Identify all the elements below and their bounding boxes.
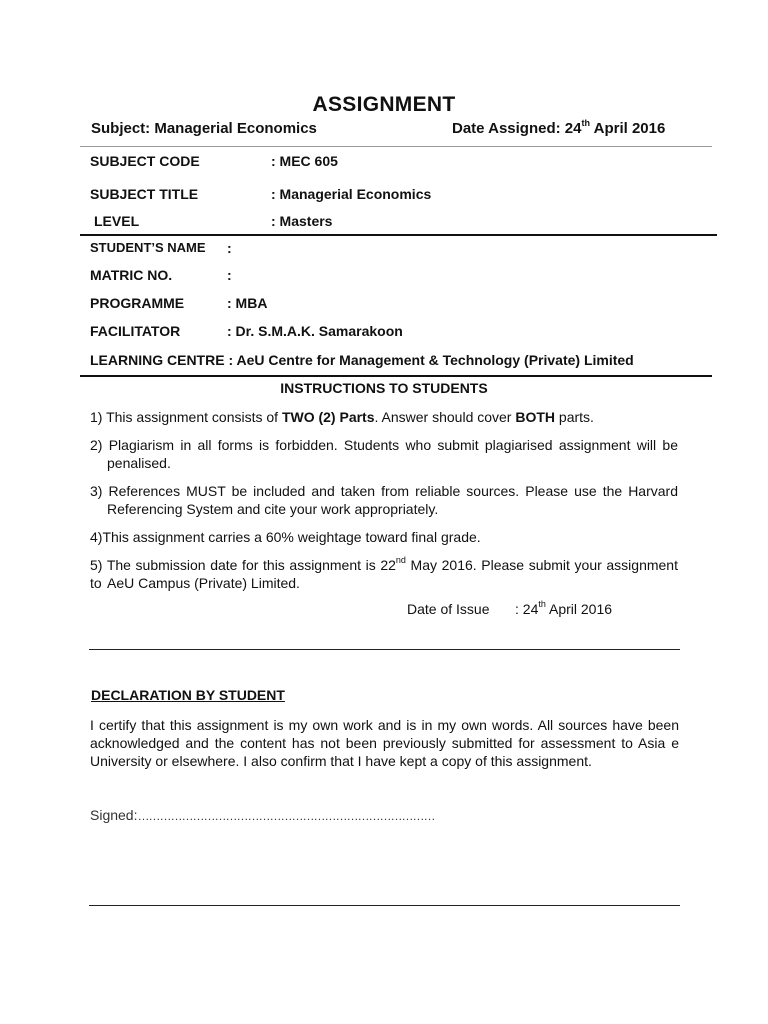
document-title: ASSIGNMENT (312, 93, 456, 116)
declaration-text: I certify that this assignment is my own work and is in my own words. All sources have been acknowledged and the content has not been previously submitted for assessment to Asia e University or elsewhere. I also confirm that I have kept a copy of this assignment. (90, 717, 679, 769)
date-assigned-prefix: Date Assigned: 24 (452, 120, 582, 137)
date-of-issue-prefix: : 24 (515, 601, 539, 617)
student-info-divider (80, 375, 712, 377)
signature-line (90, 807, 434, 823)
date-of-issue-value (515, 601, 612, 617)
learning-centre-line (90, 352, 634, 368)
instruction-4-text: This assignment carries a 60% weightage toward final grade. (102, 529, 481, 545)
instruction-5-text-c: . Please submit your assignment to (90, 557, 678, 591)
instruction-3-number: 3) (90, 483, 103, 499)
instruction-1-number: 1) (90, 409, 103, 425)
facilitator-value: : Dr. S.M.A.K. Samarakoon (227, 323, 403, 339)
instruction-5-number: 5) (90, 557, 103, 573)
instruction-1-text-b: TWO (2) Parts (281, 409, 375, 425)
instruction-3-text: References MUST be included and taken from reliable sources. Please use the Harvard (102, 483, 678, 499)
instruction-4-number: 4) (90, 529, 103, 545)
date-of-issue-sup: th (538, 599, 546, 610)
subject-title-value: : Managerial Economics (271, 186, 432, 202)
learning-centre-value: : AeU Centre for Management & Technology (Private) Limited (228, 352, 634, 368)
instruction-item-3-continued: Referencing System and cite your work appropriately. (107, 501, 439, 517)
instruction-1-text-d: BOTH (515, 409, 556, 425)
instruction-1-text-a: This assignment consists of (102, 409, 282, 425)
student-name-label: STUDENT’S NAME (90, 240, 206, 255)
subject-code-value: : MEC 605 (271, 153, 338, 169)
footer-divider (89, 905, 680, 906)
subject-title-label: SUBJECT TITLE (90, 186, 199, 202)
instruction-item-2-continued: penalised. (107, 455, 171, 471)
signed-dots: ……………………………………………………………………… (137, 809, 435, 823)
instruction-5-text-b: May 2016 (405, 557, 473, 573)
instruction-2-number: 2) (90, 437, 103, 453)
student-name-value: : (227, 240, 232, 256)
header-divider (80, 146, 712, 147)
subject-info-divider (80, 234, 717, 236)
level-value: : Masters (271, 213, 333, 229)
signed-label: Signed: (90, 807, 138, 823)
learning-centre-label: LEARNING CENTRE (90, 352, 225, 368)
date-assigned-suffix: April 2016 (590, 120, 666, 137)
instruction-5-sup: nd (395, 555, 406, 566)
instructions-divider (89, 649, 680, 650)
instruction-item-3 (90, 482, 678, 500)
instruction-item-2 (90, 436, 678, 454)
instruction-item-4 (90, 528, 680, 546)
date-assigned (452, 120, 665, 137)
instruction-1-text-c: . Answer should cover (374, 409, 516, 425)
instruction-item-1 (90, 408, 680, 426)
instruction-1-text-e: parts. (555, 409, 594, 425)
date-of-issue-suffix: April 2016 (545, 601, 613, 617)
date-of-issue-label: Date of Issue (407, 601, 490, 617)
instructions-heading: INSTRUCTIONS TO STUDENTS (280, 380, 488, 396)
level-label: LEVEL (94, 213, 140, 229)
instruction-2-text: Plagiarism in all forms is forbidden. Students who submit plagiarised assignment will be (102, 437, 678, 453)
matric-no-value: : (227, 267, 232, 283)
programme-value: : MBA (227, 295, 268, 311)
facilitator-label: FACILITATOR (90, 323, 181, 339)
subject-heading: Subject: Managerial Economics (91, 120, 317, 137)
date-assigned-sup: th (581, 118, 590, 128)
matric-no-label: MATRIC NO. (90, 267, 173, 283)
declaration-heading: DECLARATION BY STUDENT (91, 687, 285, 703)
subject-code-label: SUBJECT CODE (90, 153, 200, 169)
programme-label: PROGRAMME (90, 295, 185, 311)
instruction-item-5-continued: AeU Campus (Private) Limited. (107, 575, 300, 591)
instruction-5-text-a: The submission date for this assignment is 22 (102, 557, 396, 573)
